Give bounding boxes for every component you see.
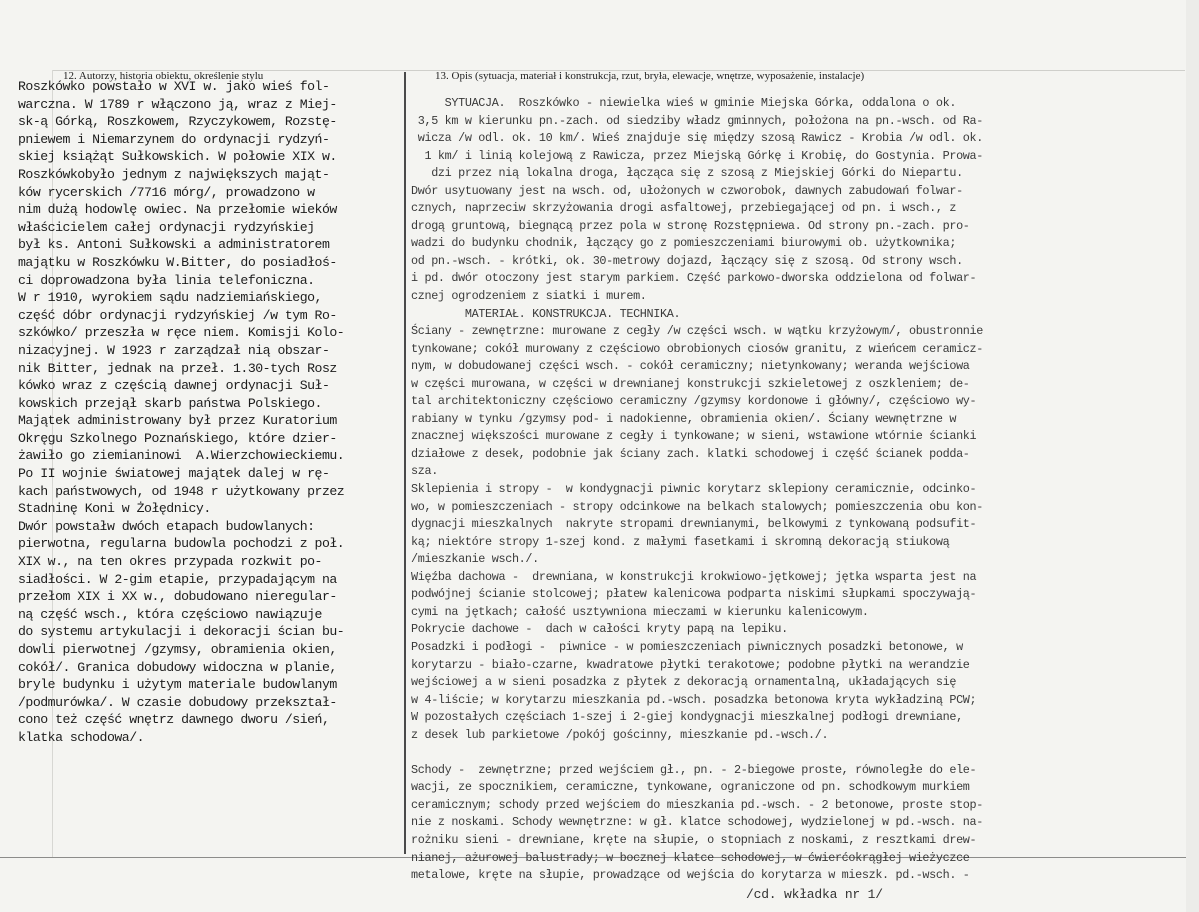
history-text-line: warczna. W 1789 r włączono ją, wraz z Miej- [18, 96, 337, 112]
description-text-line: ceramicznym; schody przed wejściem do mieszkania pd.-wsch. - 2 betonowe, proste stop- [411, 797, 983, 812]
history-text-line: Okręgu Szkolnego Poznańskiego, które dzier- [18, 430, 337, 446]
history-text [18, 80, 344, 749]
description-text-line: tal architektoniczny częściowo ceramiczny /gzymsy kordonowe i główny/, częściowo wy- [411, 394, 977, 409]
history-text-line: kach państwowych, od 1948 r użytkowany przez [18, 483, 345, 499]
history-text-line: część dóbr ordynacji rydzyńskiej /w tym Ro- [18, 307, 337, 323]
history-text-line: przełom XIX i XX w., dobudowano nieregular- [18, 589, 337, 605]
history-text-line: do systemu artykulacji i dekoracji ścian bu- [18, 624, 345, 640]
description-text-line: i pd. dwór otoczony jest starym parkiem. Część parkowo-dworska oddzielona od folwar- [411, 271, 977, 286]
history-text-line: skiej książąt Sułkowskich. W połowie XIX w. [18, 149, 337, 165]
description-text-line: znacznej większości murowane z cegły i tynkowane; w sieni, wstawione wtórnie ścianki [411, 429, 977, 444]
history-text-line: XIX w., na ten okres przypada rozkwit po- [18, 554, 322, 570]
description-text-line: dygnacji mieszkalnych nakryte stropami drewnianymi, belkowymi z tynkowaną podsufit- [411, 517, 977, 532]
history-text-line: szkówko/ przeszła w ręce niem. Komisji Kolo- [18, 325, 345, 341]
description-text-line: dzi przez nią lokalna droga, łącząca się z szosą z Miejskiej Górki do Niepartu. [411, 166, 963, 181]
history-text-line: Stadninę Koni w Żołędnicy. [18, 501, 211, 517]
description-text-line: Sklepienia i stropy - w kondygnacji piwnic korytarz sklepiony ceramicznie, odcinko- [411, 482, 977, 497]
description-text-line: SYTUACJA. Roszkówko - niewielka wieś w gminie Miejska Górka, oddalona o ok. [411, 96, 957, 110]
history-text-line: bryle budynku i użytym materiale budowlanym [18, 677, 337, 693]
history-text-line: klatka schodowa/. [18, 729, 145, 745]
section-12-header: 12. Autorzy, historia obiektu, określenie stylu [63, 70, 264, 82]
history-text-line: pniewem i Niemarzynem do ordynacji rydzyń- [18, 131, 330, 147]
description-text-line: rożniku sieni - drewniane, kręte na słupie, o stopniach z noskami, z resztkami drew- [411, 832, 977, 847]
history-text-line: siadłości. W 2-gim etapie, przypadającym na [18, 571, 337, 587]
description-text-line: ką; niektóre stropy 1-szej kond. z małymi fasetkami i skromną dekoracją stiukową [411, 534, 950, 549]
history-text-line: W r 1910, wyrokiem sądu nadziemiańskiego, [18, 290, 322, 306]
history-text-line: Majątek administrowany był przez Kuratorium [18, 413, 337, 429]
history-text-line: Roszkówko powstało w XVI w. jako wieś fol- [18, 79, 330, 94]
description-text-line: nym, w dobudowanej części wsch. - cokół ceramiczny; nietynkowany; weranda wejściowa [411, 359, 970, 374]
description-text-line: z desek lub parkietowe /pokój gościnny, mieszkanie pd.-wsch./. [411, 727, 829, 742]
description-text-line: metalowe, kręte na słupie, prowadzące od wejścia do korytarza w mieszk. pd.-wsch. - [411, 868, 970, 883]
description-text-line: drogą gruntową, biegnącą przez pola w stronę Rozstępniewa. Od strony pn.-zach. pro- [411, 218, 970, 233]
description-text-line: tynkowane; cokół murowany z częściowo obrobionych ciosów granitu, z wieńcem ceramicz- [411, 341, 983, 356]
description-text-line: korytarzu - biało-czarne, kwadratowe płytki terakotowe; podobne płytki na werandzie [411, 657, 970, 672]
description-text-line: wo, w pomieszczeniach - stropy odcinkowe na belkach stalowych; pomieszczenia obu kon- [411, 499, 983, 514]
history-text-line: ków rycerskich /7716 mórg/, prowadzono w [18, 184, 315, 200]
section-13-header: 13. Opis (sytuacja, materiał i konstrukcja, rzut, bryła, elewacje, wnętrze, wyposażenie, instalacje) [435, 70, 865, 82]
history-text-line: Roszkówkobyło jednym z największych mająt- [18, 166, 330, 182]
description-text-line: działowe z desek, podobnie jak ściany zach. klatki schodowej i część ścianek podda- [411, 446, 970, 461]
description-text-line: rabiany w tynku /gzymsy pod- i nadokienne, obramienia okien/. Ściany wewnętrzne w [411, 411, 957, 426]
history-text-line: Po II wojnie światowej majątek dalej w rę- [18, 466, 330, 482]
description-text-line: od pn.-wsch. - krótki, ok. 30-metrowy dojazd, łączący się z szosą. Od strony wsch. [411, 253, 963, 268]
history-text-line: pierwotna, regularna budowla pochodzi z poł. [18, 536, 345, 552]
description-text-line: Schody - zewnętrzne; przed wejściem gł., pn. - 2-biegowe proste, równoległe do ele- [411, 762, 977, 777]
description-text-line: W pozostałych częściach 1-szej i 2-giej kondygnacji mieszkalnej podłogi drewniane, [411, 710, 963, 725]
description-text-line: nie z noskami. Schody wewnętrzne: w gł. klatce schodowej, wydzielonej w pd.-wsch. na- [411, 815, 983, 830]
history-text-line: nim dużą hodowlę owiec. Na przełomie wieków [18, 202, 337, 218]
description-text-line: podwójnej ścianie stolcowej; płatew kalenicowa podparta niskimi słupkami spoczywają- [411, 587, 977, 602]
continuation-note: /cd. wkładka nr 1/ [746, 887, 883, 902]
history-text-line: ną część wsch., która częściowo nawiązuje [18, 606, 322, 622]
column-divider [404, 72, 406, 854]
history-text-line: sk-ą Górką, Roszkowem, Rzyczykowem, Rozstę- [18, 114, 337, 130]
history-text-line: dowli pierwotnej /gzymsy, obramienia okien, [18, 642, 337, 657]
history-text-line: właścicielem całej ordynacji rydzyńskiej [18, 219, 315, 235]
history-text-line: żawiło go ziemianinowi A.Wierzchowieckiemu. [18, 448, 345, 464]
description-text-line: MATERIAŁ. KONSTRUKCJA. TECHNIKA. [411, 306, 681, 321]
history-text-line: majątku w Roszkówku W.Bitter, do posiadłoś- [18, 254, 337, 270]
description-text [411, 98, 983, 888]
description-text-line: wicza /w odl. ok. 10 km/. Wieś znajduje się między szosą Rawicz - Krobia /w odl. ok. [411, 131, 983, 146]
description-text-line: Posadzki i podłogi - piwnice - w pomieszczeniach piwnicznych posadzki betonowe, w [411, 639, 963, 654]
scan-edge [1186, 0, 1199, 912]
history-text-line: nik Bitter, jednak na przeł. 1.30-tych Rosz [18, 360, 337, 376]
description-text-line: Pokrycie dachowe - dach w całości kryty papą na lepiku. [411, 622, 788, 637]
history-text-line: cono też część wnętrz dawnego dworu /sień, [18, 712, 330, 728]
description-text-line: Ściany - zewnętrzne: murowane z cegły /w części wsch. w wątku krzyżowym/, obustronnie [411, 324, 983, 339]
description-text-line: nianej, ażurowej balustrady; w bocznej klatce schodowej, w ćwierćokrągłej wieżyczce [411, 850, 970, 865]
history-text-line: kówko wraz z częścią dawnej ordynacji Suł- [18, 378, 330, 394]
description-text-line: w 4-liście; w korytarzu mieszkania pd.-wsch. posadzka betonowa kryta wykładziną PCW; [411, 692, 977, 707]
description-text-line: wadzi do budynku chodnik, łączący go z pomieszczeniami biurowymi ob. użytkownika; [411, 236, 957, 251]
history-text-line: cokół/. Granica dobudowy widoczna w planie, [18, 659, 337, 675]
history-text-line: nizacyjnej. W 1923 r zarządzał nią obszar- [18, 342, 330, 358]
history-text-line: /podmurówka/. W czasie dobudowy przekształ- [18, 694, 337, 710]
description-text-line: Dwór usytuowany jest na wsch. od, ułożonych w czworobok, dawnych zabudowań folwar- [411, 183, 963, 198]
description-text-line: 1 km/ i linią kolejową z Rawicza, przez Miejską Górkę i Krobię, do Gostynia. Prowa- [411, 148, 983, 163]
history-text-line: był ks. Antoni Sułkowski a administratorem [18, 237, 330, 253]
description-text-line: cznej ogrodzeniem z siatki i murem. [411, 289, 647, 304]
description-text-line: w części murowana, w części w drewnianej konstrukcji szkieletowej z oszkleniem; de- [411, 376, 970, 391]
history-text-line: ci doprowadzona była linia telefoniczna. [18, 272, 315, 288]
description-text-line: wejściowej a w sieni posadzka z płytek z dekoracją ornamentalną, układających się [411, 675, 957, 690]
description-text-line: wacji, ze spocznikiem, ceramiczne, tynkowane, ograniczone od pn. schodkowym murkiem [411, 780, 970, 795]
description-text-line: 3,5 km w kierunku pn.-zach. od siedziby władz gminnych, położona na pn.-wsch. od Ra- [411, 113, 983, 128]
description-text-line: Więźba dachowa - drewniana, w konstrukcji krokwiowo-jętkowej; jętka wsparta jest na [411, 569, 977, 584]
history-text-line: kowskich przejął skarb państwa Polskiego. [18, 395, 322, 411]
description-text-line: cymi na jętkach; całość usztywniona mieczami w kierunku kalenicowym. [411, 604, 869, 619]
description-text-line: /mieszkanie wsch./. [411, 552, 539, 567]
description-text-line: sza. [411, 464, 438, 479]
history-text-line: Dwór powstałw dwóch etapach budowlanych: [18, 518, 315, 534]
description-text-line: cznych, naprzeciw skrzyżowania drogi asfaltowej, przebiegającej od pn. i wsch., z [411, 201, 957, 216]
